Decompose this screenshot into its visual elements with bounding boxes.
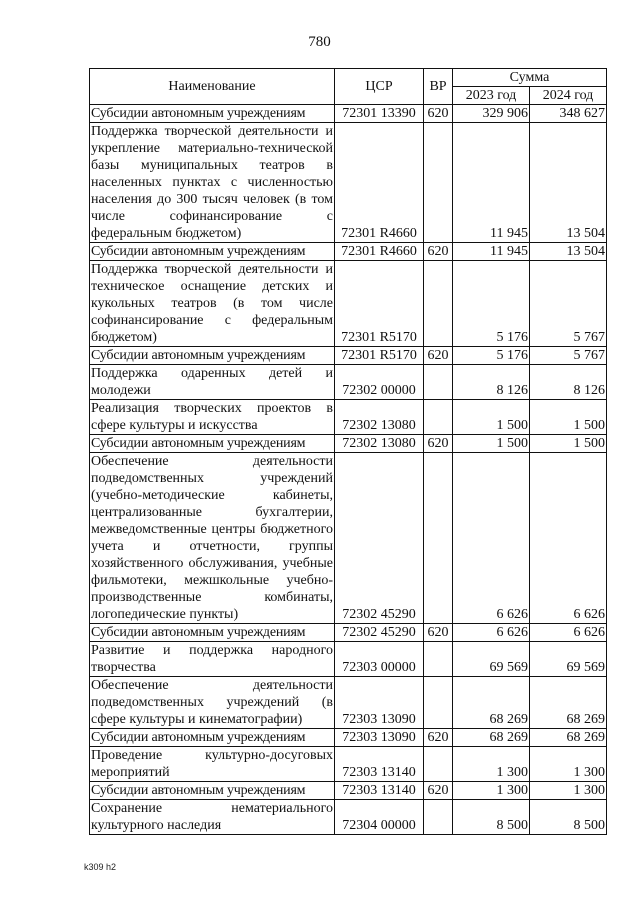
row-sum-2023: 69 569 bbox=[453, 642, 530, 677]
row-csr: 72302 45290 bbox=[335, 624, 424, 642]
row-sum-2024: 68 269 bbox=[530, 677, 607, 729]
table-row bbox=[90, 123, 607, 243]
table-row bbox=[90, 453, 607, 624]
row-csr: 72301 R4660 bbox=[335, 123, 424, 243]
header-name: Наименование bbox=[90, 69, 335, 105]
row-csr: 72303 13140 bbox=[335, 782, 424, 800]
row-csr: 72303 13090 bbox=[335, 677, 424, 729]
row-sum-2023: 329 906 bbox=[453, 105, 530, 123]
row-vr bbox=[424, 123, 453, 243]
row-sum-2024: 6 626 bbox=[530, 453, 607, 624]
row-sum-2024: 5 767 bbox=[530, 261, 607, 347]
row-vr: 620 bbox=[424, 243, 453, 261]
table-row bbox=[90, 261, 607, 347]
table-row bbox=[90, 435, 607, 453]
budget-table bbox=[89, 68, 607, 835]
row-name: Проведение культурно-досуговых мероприятий bbox=[91, 748, 333, 780]
row-sum-2024: 69 569 bbox=[530, 642, 607, 677]
row-csr: 72302 45290 bbox=[335, 453, 424, 624]
row-vr bbox=[424, 747, 453, 782]
row-csr: 72301 R5170 bbox=[335, 261, 424, 347]
table-row bbox=[90, 729, 607, 747]
row-sum-2024: 68 269 bbox=[530, 729, 607, 747]
row-csr: 72302 00000 bbox=[335, 365, 424, 400]
row-name: Развитие и поддержка народного творчества bbox=[91, 643, 333, 675]
row-sum-2024: 1 500 bbox=[530, 435, 607, 453]
row-name: Сохранение нематериального культурного наследия bbox=[91, 801, 333, 833]
row-sum-2023: 6 626 bbox=[453, 453, 530, 624]
table-row bbox=[90, 347, 607, 365]
row-sum-2023: 1 500 bbox=[453, 435, 530, 453]
row-sum-2023: 68 269 bbox=[453, 677, 530, 729]
table-row bbox=[90, 677, 607, 729]
table-row bbox=[90, 105, 607, 123]
row-sum-2024: 5 767 bbox=[530, 347, 607, 365]
row-csr: 72303 00000 bbox=[335, 642, 424, 677]
row-csr: 72304 00000 bbox=[335, 800, 424, 835]
row-sum-2024: 1 300 bbox=[530, 782, 607, 800]
table-row bbox=[90, 365, 607, 400]
row-sum-2023: 11 945 bbox=[453, 123, 530, 243]
row-vr: 620 bbox=[424, 624, 453, 642]
row-csr: 72301 R5170 bbox=[335, 347, 424, 365]
row-sum-2024: 13 504 bbox=[530, 123, 607, 243]
row-sum-2023: 1 300 bbox=[453, 782, 530, 800]
header-csr: ЦСР bbox=[335, 69, 424, 105]
row-vr bbox=[424, 642, 453, 677]
table-row bbox=[90, 800, 607, 835]
row-sum-2023: 11 945 bbox=[453, 243, 530, 261]
row-name: Реализация творческих проектов в сфере культуры и искусства bbox=[91, 401, 333, 433]
row-vr: 620 bbox=[424, 435, 453, 453]
row-name: Субсидии автономным учреждениям bbox=[90, 243, 335, 261]
row-csr: 72302 13080 bbox=[335, 400, 424, 435]
table-row bbox=[90, 400, 607, 435]
row-sum-2023: 5 176 bbox=[453, 261, 530, 347]
row-name: Субсидии автономным учреждениям bbox=[90, 624, 335, 642]
page-number: 780 bbox=[308, 34, 331, 50]
row-vr bbox=[424, 400, 453, 435]
row-vr bbox=[424, 365, 453, 400]
header-year-2023: 2023 год bbox=[453, 87, 530, 105]
row-sum-2023: 6 626 bbox=[453, 624, 530, 642]
row-sum-2024: 348 627 bbox=[530, 105, 607, 123]
row-csr: 72301 R4660 bbox=[335, 243, 424, 261]
row-sum-2023: 1 300 bbox=[453, 747, 530, 782]
row-csr: 72303 13090 bbox=[335, 729, 424, 747]
row-name: Субсидии автономным учреждениям bbox=[90, 782, 335, 800]
row-name: Обеспечение деятельности подведомственных учреждений (учебно-методические кабинеты, централизованные бухгалтерии, межведомственные центры бюджетного учета и отчетности, группы хозяйственного обслуживания, учебные фильмотеки, межшкольные учебно-производственные комбинаты, логопедические пункты) bbox=[91, 454, 333, 622]
row-name: Субсидии автономным учреждениям bbox=[90, 729, 335, 747]
row-csr: 72303 13140 bbox=[335, 747, 424, 782]
row-vr: 620 bbox=[424, 105, 453, 123]
row-vr bbox=[424, 677, 453, 729]
row-name: Субсидии автономным учреждениям bbox=[90, 347, 335, 365]
row-name: Субсидии автономным учреждениям bbox=[90, 435, 335, 453]
table-row bbox=[90, 782, 607, 800]
row-sum-2024: 1 500 bbox=[530, 400, 607, 435]
row-name: Поддержка одаренных детей и молодежи bbox=[91, 366, 333, 398]
header-sum: Сумма bbox=[453, 69, 607, 87]
row-sum-2023: 8 126 bbox=[453, 365, 530, 400]
row-vr: 620 bbox=[424, 729, 453, 747]
table-row bbox=[90, 747, 607, 782]
row-csr: 72302 13080 bbox=[335, 435, 424, 453]
row-sum-2023: 5 176 bbox=[453, 347, 530, 365]
header-year-2024: 2024 год bbox=[530, 87, 607, 105]
row-vr: 620 bbox=[424, 347, 453, 365]
row-sum-2023: 8 500 bbox=[453, 800, 530, 835]
table-row bbox=[90, 243, 607, 261]
row-name: Субсидии автономным учреждениям bbox=[90, 105, 335, 123]
row-sum-2024: 8 500 bbox=[530, 800, 607, 835]
row-name: Поддержка творческой деятельности и укрепление материально-технической базы муниципальных театров в населенных пунктах с численностью населения до 300 тысяч человек (в том числе софинансирование с федеральным бюджетом) bbox=[91, 124, 333, 241]
footer-code: k309 h2 bbox=[84, 862, 117, 872]
table-row bbox=[90, 624, 607, 642]
row-sum-2024: 8 126 bbox=[530, 365, 607, 400]
row-name: Обеспечение деятельности подведомственных учреждений (в сфере культуры и кинематографии) bbox=[91, 678, 333, 727]
row-name: Поддержка творческой деятельности и техническое оснащение детских и кукольных театров (в том числе софинансирование с федеральным бюджетом) bbox=[91, 262, 333, 345]
row-vr bbox=[424, 261, 453, 347]
row-sum-2023: 68 269 bbox=[453, 729, 530, 747]
table-row bbox=[90, 642, 607, 677]
row-sum-2024: 13 504 bbox=[530, 243, 607, 261]
row-csr: 72301 13390 bbox=[335, 105, 424, 123]
row-vr bbox=[424, 453, 453, 624]
row-vr bbox=[424, 800, 453, 835]
header-vr: ВР bbox=[424, 69, 453, 105]
row-sum-2024: 6 626 bbox=[530, 624, 607, 642]
row-sum-2023: 1 500 bbox=[453, 400, 530, 435]
row-sum-2024: 1 300 bbox=[530, 747, 607, 782]
row-vr: 620 bbox=[424, 782, 453, 800]
